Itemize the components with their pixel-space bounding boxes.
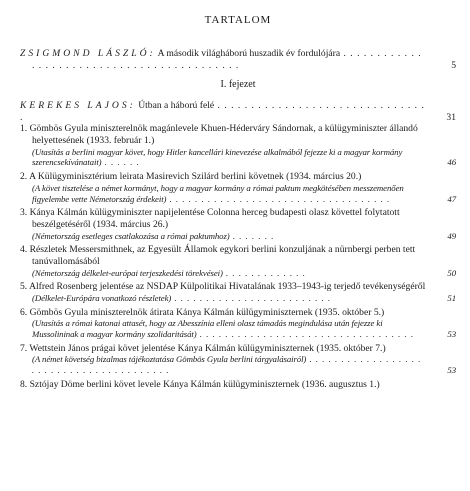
section-page: 31 [446, 111, 456, 123]
entry-note-text: (Németország délkelet-európai terjeszkedési törekvései) [32, 267, 223, 278]
entry-page: 53 [447, 365, 456, 376]
toc-entry-4 [20, 244, 456, 278]
entry-main: 4. Részletek Messersmithnek, az Egyesült Államok egykori berlini konzuljának a nürnbergi perben tett tanúvallomásából [20, 244, 416, 267]
entry-note [20, 268, 456, 279]
entry-dots: . . . . . . . . . . . . . . . . . . . . . . . . . . . . . . . . . . [196, 329, 415, 340]
section-title: Útban a háború felé [135, 100, 215, 112]
entry-note [20, 231, 456, 242]
toc-entry-3 [20, 207, 456, 241]
intro-entry [20, 48, 456, 71]
entry-page: 49 [447, 230, 456, 241]
entry-note [20, 293, 456, 304]
section-entry [20, 100, 456, 123]
entry-note-text: (Németország esetleges csatlakozása a római paktumhoz) [32, 230, 230, 241]
entry-main: 2. A Külügyminisztérium leirata Masirevich Szilárd berlini követnek (1934. március 20.) [20, 171, 362, 183]
entry-note [20, 318, 456, 340]
entry-dots: . . . . . . [101, 157, 140, 168]
intro-page: 5 [451, 59, 456, 71]
entry-note [20, 147, 456, 169]
entry-main: 8. Sztójay Döme berlini követ levele Kánya Kálmán külügyminiszternek (1936. augusztus 1.) [20, 379, 380, 391]
entry-note-text: (A követ tisztelése a német kormányt, hogy a magyar kormány a római paktum megkötésében messzemenően figyelembe vette Németország érdekeit) [32, 182, 404, 204]
entry-dots: . . . . . . . . . . . . . . . . . . . . . . . . . [171, 292, 332, 303]
intro-author: ZSIGMOND LÁSZLÓ: [20, 48, 156, 59]
entry-note-text: (Utasítás a berlini magyar követ, hogy Hitler kancellári kinevezése alkalmából fejezze ki a magyar kormány szerencsekívánatait) [32, 146, 403, 168]
entry-note [20, 354, 456, 376]
toc-heading: TARTALOM [204, 14, 272, 26]
toc-entry-6 [20, 307, 456, 340]
entry-page: 50 [447, 267, 456, 278]
section-author: KEREKES LAJOS: [20, 100, 136, 112]
entry-note [20, 183, 456, 205]
entry-dots: . . . . . . . . . . . . . [222, 267, 307, 278]
toc-entry-2 [20, 171, 456, 204]
entry-note-text: (Utasítás a római katonai attasét, hogy az Abesszínia elleni olasz támadás megindulása után fejezze ki Mussolininak a magyar kormány szolidaritását) [32, 318, 383, 340]
entry-main: 1. Gömbös Gyula miniszterelnök magánlevele Khuen-Héderváry Sándornak, a külügyminiszter állandó helyettesének (1933. február 1.) [20, 123, 418, 146]
entry-dots: . . . . . . . . . . . . . . . . . . . . . . . . . . . . . . . . . . . [166, 193, 391, 204]
toc-entry-5 [20, 281, 456, 303]
entry-note-text: (Délkelet-Európára vonatkozó részletek) [32, 292, 172, 303]
entry-page: 47 [447, 193, 456, 204]
entry-note-text: (A német követség bizalmas tájékoztatása Gömbös Gyula berlini tárgyalásairól) [32, 354, 307, 365]
entry-page: 46 [447, 157, 456, 168]
entry-page: 51 [447, 292, 456, 303]
entry-page: 53 [447, 329, 456, 340]
entry-main: 6. Gömbös Gyula miniszterelnök átirata Kánya Kálmán külügyminiszternek (1935. október 5.) [20, 306, 385, 318]
entry-dots: . . . . . . . . . . . . . . . . . . . . . . . . . . . . . . . . . . . . . . . . [32, 354, 422, 376]
chapter-heading: I. fejezet [220, 79, 256, 91]
intro-text: A második világháború huszadik év fordulójára [155, 48, 341, 59]
entry-dots: . . . . . . . [229, 230, 275, 241]
toc-entry-7 [20, 343, 456, 376]
toc-entry-1 [20, 123, 456, 168]
section-dots: . . . . . . . . . . . . . . . . . . . . . . . . . . . . . . . . [20, 100, 425, 123]
intro-dots: . . . . . . . . . . . . . . . . . . . . . . . . . . . . . . . . . . . . . . . . . . . [32, 48, 422, 71]
entry-main: 3. Kánya Kálmán külügyminiszter napijelentése Colonna herceg budapesti olasz követtel folytatott beszélgetéséről (1934. március 26.) [20, 207, 400, 230]
entry-main: 7. Wettstein János prágai követ jelentése Kánya Kálmán külügyminiszternek (1935. október 7.) [20, 342, 386, 354]
entry-main: 5. Alfred Rosenberg jelentése az NSDAP Külpolitikai Hivatalának 1933–1943-ig terjedő tevékenységéről [20, 281, 426, 293]
toc-entry-8 [20, 379, 456, 391]
